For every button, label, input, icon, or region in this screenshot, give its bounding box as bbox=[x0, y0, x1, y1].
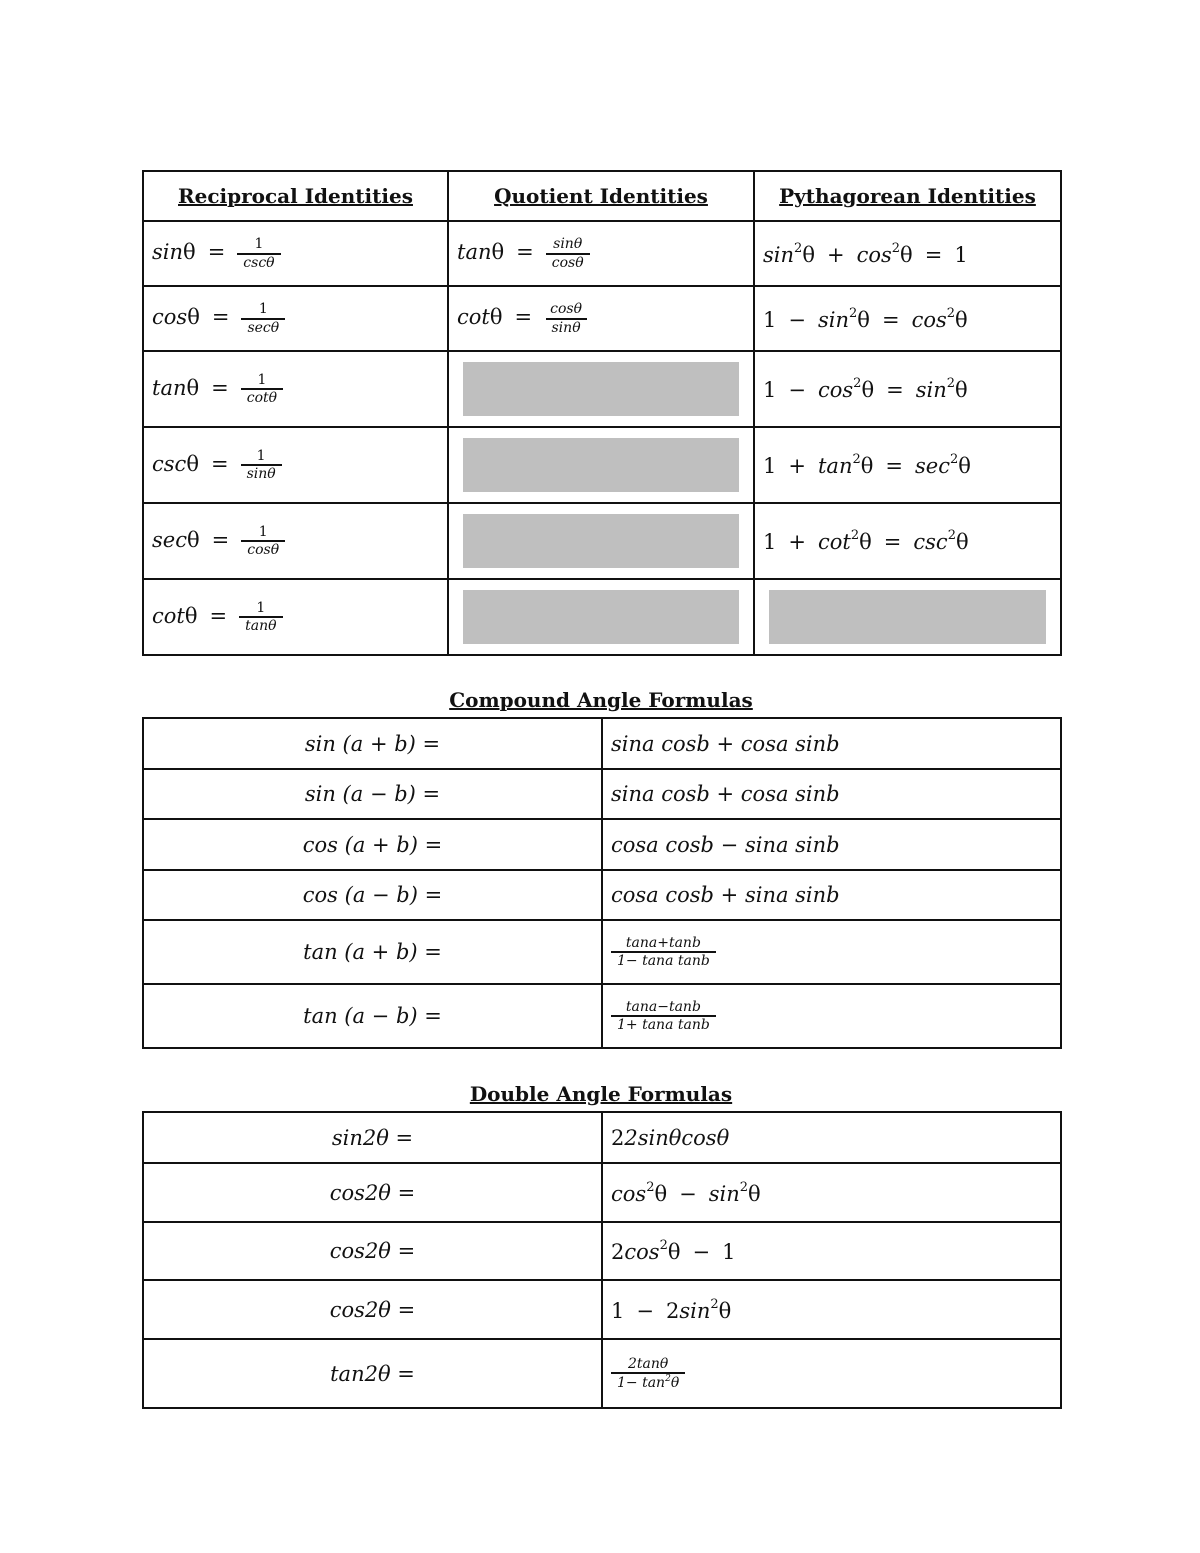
identity-row bbox=[143, 503, 1061, 579]
double-rhs: 22sinθcosθ bbox=[602, 1112, 1061, 1163]
reciprocal-tan: tanθ = $\frac{1}{\cot\theta}$ bbox=[143, 351, 448, 427]
reciprocal-csc: cscθ = $\frac{1}{\sin\theta}$ bbox=[143, 427, 448, 503]
identity-row bbox=[143, 579, 1061, 655]
quotient-blank-1 bbox=[448, 351, 754, 427]
compound-rhs: sina cosb + cosa sinb bbox=[602, 718, 1061, 769]
double-table bbox=[142, 1111, 1062, 1409]
compound-row bbox=[143, 819, 1061, 870]
pythagorean-3: $1 - \cos^2\theta = \sin^2\theta$ bbox=[754, 351, 1061, 427]
double-row bbox=[143, 1280, 1061, 1339]
double-lhs: cos2θ = bbox=[143, 1280, 602, 1339]
compound-lhs: cos (a + b) = bbox=[143, 819, 602, 870]
double-title: Double Angle Formulas bbox=[469, 1082, 733, 1106]
redaction-block bbox=[463, 590, 739, 644]
redaction-block bbox=[463, 514, 739, 568]
compound-lhs: sin (a + b) = bbox=[143, 718, 602, 769]
pythagorean-header: Pythagorean Identities bbox=[754, 171, 1061, 221]
compound-rhs: cosa cosb − sina sinb bbox=[602, 819, 1061, 870]
reciprocal-header: Reciprocal Identities bbox=[143, 171, 448, 221]
double-row bbox=[143, 1163, 1061, 1222]
double-rhs: $2\cos^2\theta - 1$ bbox=[602, 1222, 1061, 1280]
identity-row bbox=[143, 286, 1061, 351]
compound-row bbox=[143, 769, 1061, 819]
reciprocal-sin: sinθ = $\frac{1}{\csc\theta}$ bbox=[143, 221, 448, 286]
compound-row bbox=[143, 984, 1061, 1048]
double-row bbox=[143, 1222, 1061, 1280]
pythagorean-1: $\sin^2\theta + \cos^2\theta = 1$ bbox=[754, 221, 1061, 286]
reciprocal-cot: cotθ = $\frac{1}{\tan\theta}$ bbox=[143, 579, 448, 655]
compound-lhs: cos (a − b) = bbox=[143, 870, 602, 920]
double-lhs: sin2θ = bbox=[143, 1112, 602, 1163]
compound-lhs: sin (a − b) = bbox=[143, 769, 602, 819]
compound-table bbox=[142, 717, 1062, 1049]
redaction-block bbox=[463, 362, 739, 416]
pythagorean-5: $1 + \cot^2\theta = \csc^2\theta$ bbox=[754, 503, 1061, 579]
reciprocal-cos: cosθ = $\frac{1}{\sec\theta}$ bbox=[143, 286, 448, 351]
redaction-block bbox=[463, 438, 739, 492]
compound-row bbox=[143, 870, 1061, 920]
double-rhs: $1 - 2\sin^2\theta$ bbox=[602, 1280, 1061, 1339]
identities-table bbox=[142, 170, 1062, 656]
compound-rhs: $\frac{\tan a+\tan b}{\text{1− tana tanb}}$ bbox=[602, 920, 1061, 984]
double-rhs: $\cos^2\theta - \sin^2\theta$ bbox=[602, 1163, 1061, 1222]
compound-lhs: tan (a + b) = bbox=[143, 920, 602, 984]
compound-row bbox=[143, 718, 1061, 769]
compound-rhs: cosa cosb + sina sinb bbox=[602, 870, 1061, 920]
quotient-cot: cotθ = $\frac{\cos\theta}{\sin\theta}$ bbox=[448, 286, 754, 351]
compound-rhs: $\frac{\tan a-\tan b}{\text{1+ tana tanb}}$ bbox=[602, 984, 1061, 1048]
identity-row bbox=[143, 351, 1061, 427]
pythagorean-blank bbox=[754, 579, 1061, 655]
double-lhs: cos2θ = bbox=[143, 1222, 602, 1280]
pythagorean-2: $1 - \sin^2\theta = \cos^2\theta$ bbox=[754, 286, 1061, 351]
double-lhs: cos2θ = bbox=[143, 1163, 602, 1222]
compound-title: Compound Angle Formulas bbox=[449, 688, 753, 712]
identity-row bbox=[143, 221, 1061, 286]
quotient-tan: tanθ = $\frac{\sin\theta}{\cos\theta}$ bbox=[448, 221, 754, 286]
redaction-block bbox=[769, 590, 1046, 644]
quotient-blank-2 bbox=[448, 427, 754, 503]
pythagorean-4: $1 + \tan^2\theta = \sec^2\theta$ bbox=[754, 427, 1061, 503]
compound-lhs: tan (a − b) = bbox=[143, 984, 602, 1048]
compound-row bbox=[143, 920, 1061, 984]
double-row bbox=[143, 1339, 1061, 1408]
identity-row bbox=[143, 427, 1061, 503]
quotient-blank-3 bbox=[448, 503, 754, 579]
double-rhs: $\frac{2\tan\theta}{1- \tan^2\theta}$ bbox=[602, 1339, 1061, 1408]
double-row bbox=[143, 1112, 1061, 1163]
compound-rhs: sina cosb + cosa sinb bbox=[602, 769, 1061, 819]
quotient-blank-4 bbox=[448, 579, 754, 655]
identities-header-row bbox=[143, 171, 1061, 221]
quotient-header: Quotient Identities bbox=[448, 171, 754, 221]
reciprocal-sec: secθ = $\frac{1}{\cos\theta}$ bbox=[143, 503, 448, 579]
double-lhs: tan2θ = bbox=[143, 1339, 602, 1408]
